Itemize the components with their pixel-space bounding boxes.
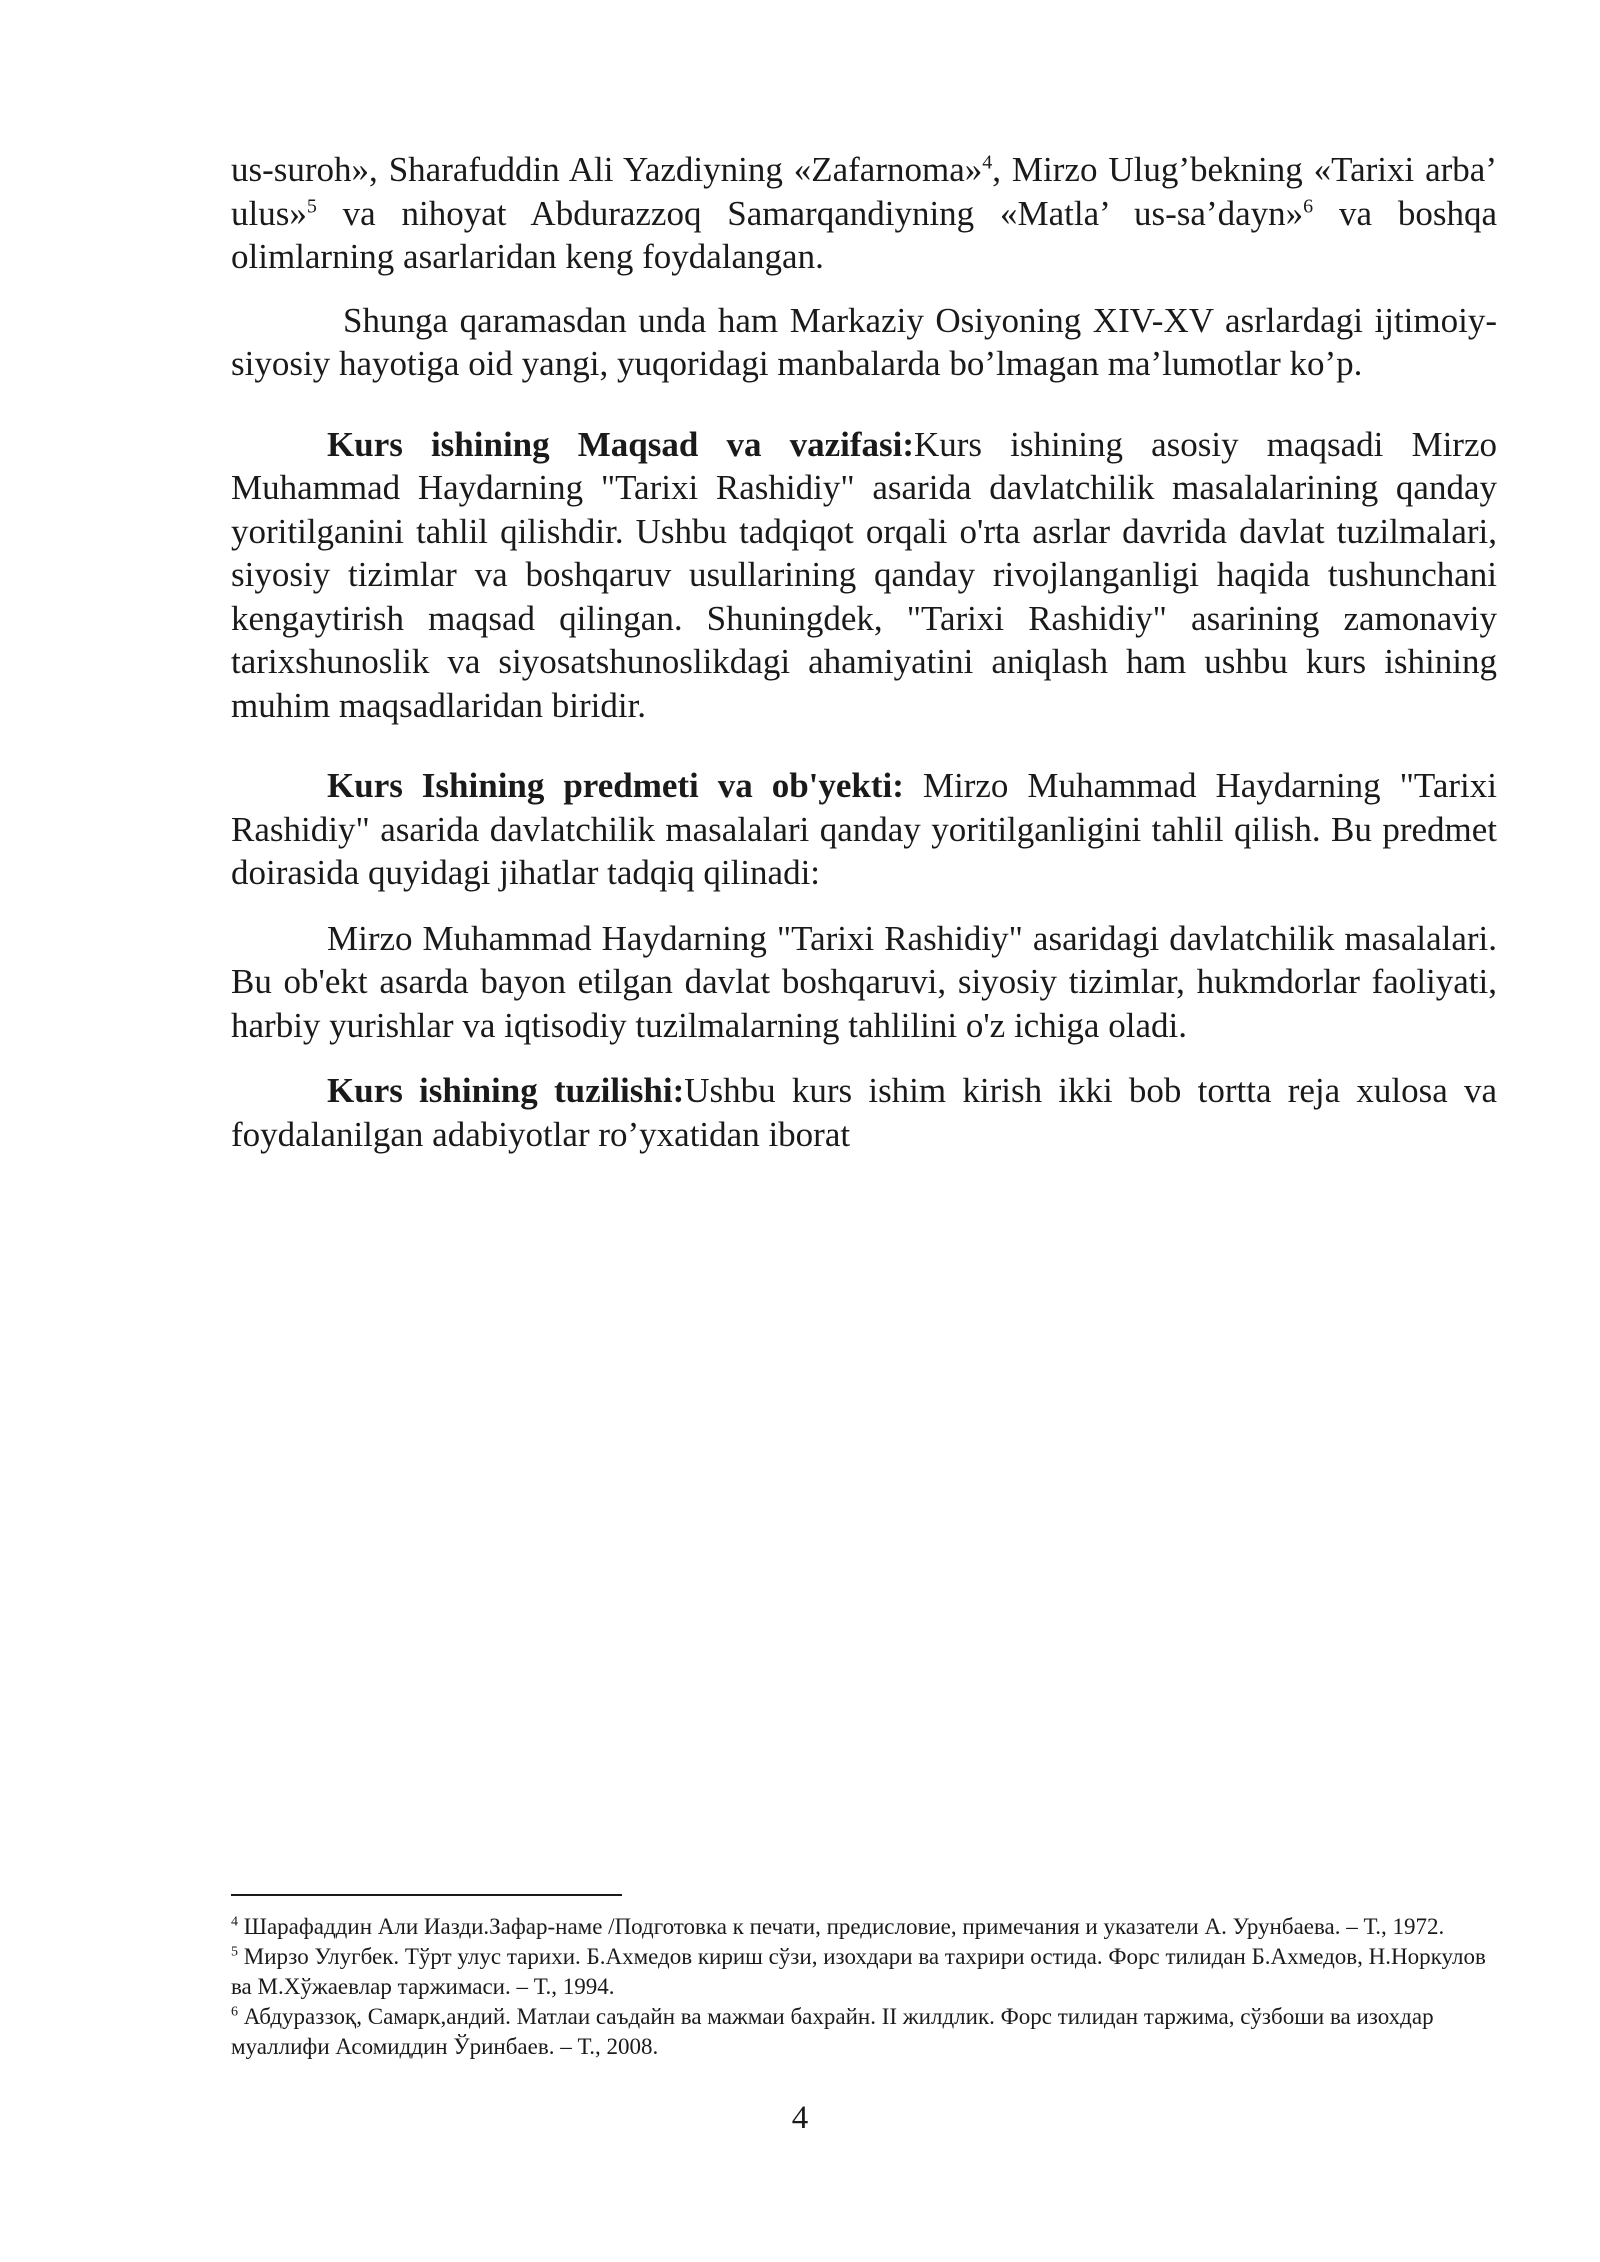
paragraph-goal-and-tasks [231,423,1497,728]
paragraph-structure [231,1069,1497,1156]
text-run: , Mirzo Ulug’bekning «Tarixi arba’ ulus» [231,150,1497,233]
text-run: us-suroh», Sharafuddin Ali Yazdiyning «Zafarnoma» [231,150,983,189]
paragraph-goal-text: Kurs ishining asosiy maqsadi Mirzo Muhammad Haydarning "Tarixi Rashidiy" asarida davlatchilik masalalarining qanday yoritilganini tahlil qilishdir. Ushbu tadqiqot orqali o'rta asrlar davrida davlat tuzilmalari, siyosiy tizimlar va boshqaruv usullarining qanday rivojlanganligi haqida tushunchani kengaytirish maqsad qilingan. Shuningdek, "Tarixi Rashidiy" asarining zamonaviy tarixshunoslik va siyosatshunoslikdagi ahamiyatini aniqlash ham ushbu kurs ishining muhim maqsadlaridan biridir. [231,424,1497,725]
section-heading-structure: Kurs ishining tuzilishi: [327,1071,685,1110]
footnote-4 [231,1912,1497,1942]
footnote-number: 6 [231,2004,238,2020]
footnote-separator [231,1894,622,1896]
paragraph-subject-and-object [231,764,1497,895]
text-run: va nihoyat Abdurazzoq Samarqandiyning «Matla’ us-sa’dayn» [316,193,1304,233]
paragraph-new-information: Shunga qaramasdan unda ham Markaziy Osiyoning XIV-XV asrlardagi ijtimoiy-siyosiy hayotiga oid yangi, yuqoridagi manbalarda bo’lmagan ma’lumotlar ko’p. [231,300,1497,383]
page-number: 4 [791,2100,809,2136]
paragraph-sources-continued [231,148,1497,279]
footnote-5 [231,1942,1497,2002]
footnote-6 [231,2002,1497,2062]
footnote-text: Мирзо Улугбек. Тўрт улус тарихи. Б.Ахмедов кириш сўзи, изохдари ва тахрири остида. Форс тилидан Б.Ахмедов, Н.Норкулов ва М.Хўжаевлар таржимаси. – Т., 1994. [231,1944,1486,1999]
footnote-ref-4[interactable]: 4 [982,151,993,174]
footnote-number: 4 [231,1914,238,1930]
text-run: va boshqa olimlarning asarlaridan keng foydalangan. [231,193,1497,276]
paragraph-subject-text: Mirzo Muhammad Haydarning "Tarixi Rashidiy" asarida davlatchilik masalalari qanday yoritilganligini tahlil qilish. Bu predmet doirasida quyidagi jihatlar tadqiq qilinadi: [231,766,1498,892]
footnote-number: 5 [231,1944,238,1960]
body-text [231,148,1497,1156]
section-heading-subject: Kurs Ishining predmeti va ob'yekti: [327,766,904,805]
section-heading-goal: Kurs ishining Maqsad va vazifasi: [327,424,914,464]
footnote-text: Шарафаддин Али Иазди.Зафар-наме /Подготовка к печати, предисловие, примечания и указатели А. Урунбаева. – Т., 1972. [238,1914,1445,1939]
footnote-ref-5[interactable]: 5 [306,194,317,217]
footnote-ref-6[interactable]: 6 [1303,194,1314,217]
footnote-text: Абдураззоқ, Самарк,андий. Матлаи саъдайн ва мажмаи бахрайн. II жилдлик. Форс тилидан таржима, сўзбоши ва изохдар муаллифи Асомиддин Ўринбаев. – Т., 2008. [231,2004,1434,2059]
footnotes [231,1912,1497,2062]
paragraph-object-description: Mirzo Muhammad Haydarning "Tarixi Rashidiy" asaridagi davlatchilik masalalari. Bu ob'ekt asarda bayon etilgan davlat boshqaruvi, siyosiy tizimlar, hukmdorlar faoliyati, harbiy yurishlar va iqtisodiy tuzilmalarning tahlilini o'z ichiga oladi. [231,918,1497,1045]
paragraph-structure-text: Ushbu kurs ishim kirish ikki bob tortta reja xulosa va foydalanilgan adabiyotlar ro’yxatidan iborat [231,1071,1497,1154]
